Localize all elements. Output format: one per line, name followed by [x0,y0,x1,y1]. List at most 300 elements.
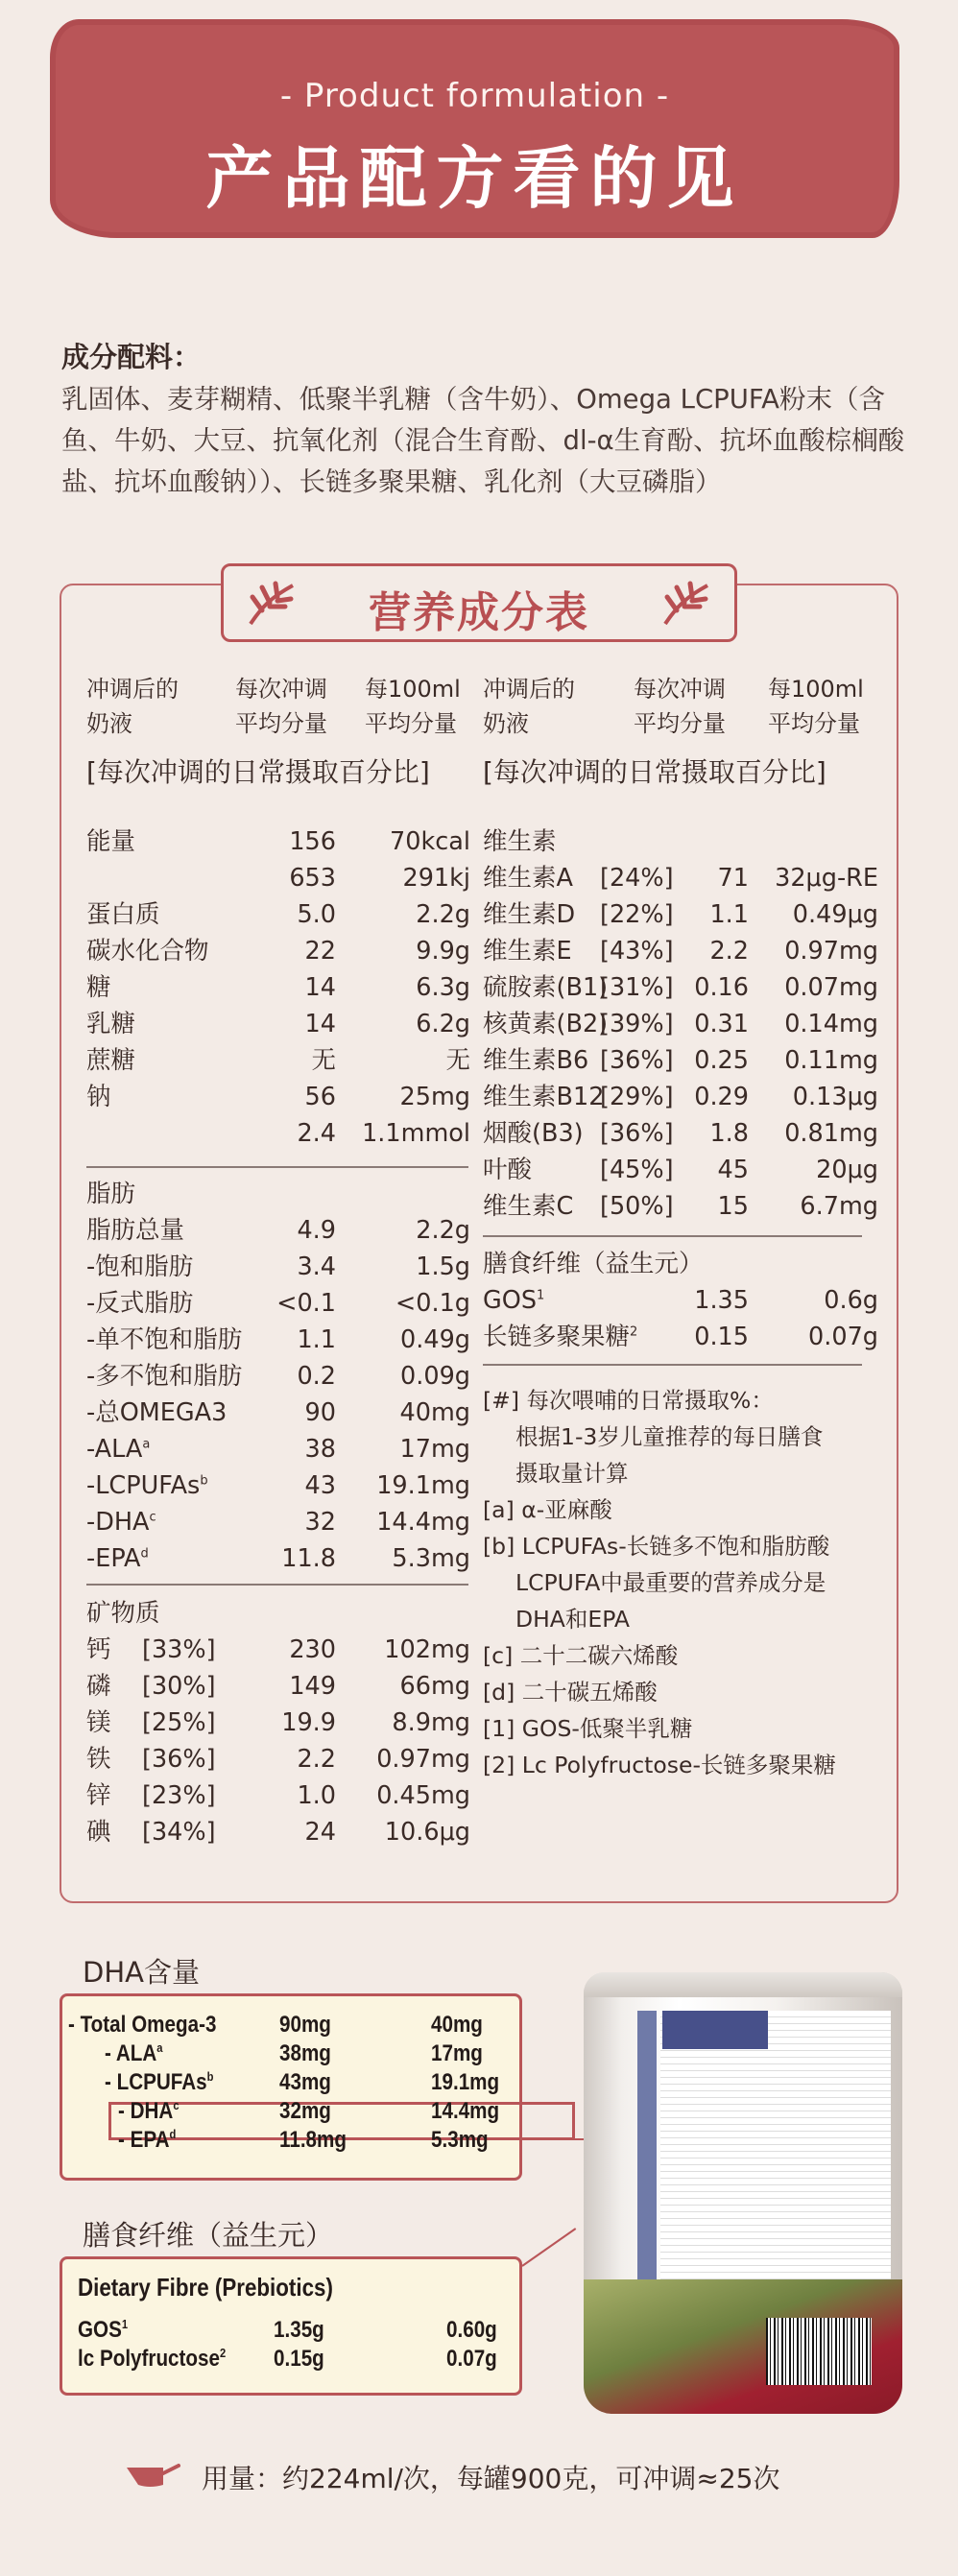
nutrient-name [86,1042,135,1079]
daily-percent-text: [34%] [142,1818,216,1847]
footnote-text: α-亚麻酸 [521,1496,612,1523]
panel-title-box [221,563,737,642]
section-title-fibre: 膳食纤维（益生元） [483,1250,704,1278]
header-name-line2: 奶液 [483,710,529,737]
per-serve-value [709,896,749,933]
table-row [86,969,470,1006]
per-100-value [793,896,878,933]
per-100-value-text: 6.2g [416,1010,470,1038]
nutrient-name-text: 维生素A [483,864,573,893]
per-100-value-text: 10.6μg [384,1818,470,1847]
superscript: 2 [219,2346,227,2360]
per-100-value [416,896,470,933]
per-100-value-text: 70kcal [390,827,470,856]
per-100-value-text: 6.7mg [800,1192,878,1221]
per-serve-value [297,1212,336,1249]
table-row [86,1668,470,1705]
footnote-text: LCPUFA中最重要的营养成分是 [515,1569,826,1596]
nutrient-name [86,1668,111,1705]
per-serve-value [276,1285,336,1322]
per-100-value-text: 0.97mg [376,1745,470,1774]
footnote-text: DHA和EPA [515,1606,630,1633]
per-100-value [416,933,470,969]
header-name-line1: 冲调后的 [86,676,179,703]
table-row [86,1741,470,1777]
footnote-text: GOS-低聚半乳糖 [521,1715,693,1742]
per-serve-value-text: 71 [717,864,749,893]
per-100-value [784,933,878,969]
daily-percent [142,1814,216,1850]
can-label [660,2011,891,2299]
per-100-value [400,1358,470,1395]
divider [483,1235,862,1237]
daily-percent-text: [39%] [600,1010,674,1038]
per-100-value [816,1152,878,1188]
nutrient-name-text: 硫胺素(B1) [483,973,609,1002]
per-serve-value-text: 1.35 [694,1286,749,1315]
per-serve-value [281,1540,336,1577]
footnote-tag: [d] [483,1679,515,1705]
per-serve-value [297,1777,336,1814]
per-serve-value [305,1467,336,1504]
per-serve-value [297,896,336,933]
table-row [86,1632,470,1668]
footnote [483,1747,886,1783]
per-100-value-text: 1.5g [416,1252,470,1281]
connector-line [522,2138,587,2140]
per-100-value-text: <0.1g [395,1289,470,1318]
nutrient-name-text: 蛋白质 [86,900,160,929]
per-serve-value-text: 149 [289,1672,336,1701]
per-serve-value [305,933,336,969]
dha-row-value-100: 40mg [431,2012,483,2038]
nutrient-name-text: -总OMEGA3 [86,1398,228,1427]
nutrient-name [86,1777,111,1814]
footnote-text: 二十碳五烯酸 [521,1679,658,1705]
footnote-text: 每次喂哺的日常摄取%： [526,1387,774,1414]
per-100-value-text: 0.81mg [784,1119,878,1148]
nutrient-name-text: 维生素D [483,900,576,929]
per-100-value-text: 0.09g [400,1362,470,1391]
per-100-value-text: 9.9g [416,937,470,966]
per-100-value-text: 0.45mg [376,1781,470,1810]
superscript: a [156,2040,163,2055]
dha-row-name-text: - ALA [105,2040,157,2066]
nutrient-name-text: 锌 [86,1781,111,1810]
per-serve-value-text: 11.8 [281,1544,336,1573]
nutrient-name [483,860,573,896]
banner-subtitle: - Product formulation - [279,77,670,115]
table-row [483,933,878,969]
per-serve-value-text: 230 [289,1635,336,1664]
bracket-note-left: [每次冲调的日常摄取百分比] [86,756,430,788]
per-serve-value-text: 0.29 [694,1083,749,1111]
per-100-value [800,1188,878,1225]
nutrient-name [86,1467,208,1504]
per-serve-value-text: 156 [289,827,336,856]
nutrient-name-text: 糖 [86,973,111,1002]
nutrient-name-text: -反式脂肪 [86,1289,194,1318]
fibre-row-name-text: GOS [78,2317,122,2343]
header-name-right [483,672,575,741]
table-row [86,1079,470,1115]
per-100-value-text: 0.6g [824,1286,878,1315]
per-serve-value-text: 0.2 [297,1362,336,1391]
daily-percent-text: [30%] [142,1672,216,1701]
per-serve-value [709,1115,749,1152]
table-row [86,1467,470,1504]
per-serve-value-text: 2.2 [709,937,749,966]
nutrient-name-text: 脂肪总量 [86,1216,185,1245]
fibre-row-name [78,2346,226,2373]
nutrient-name [483,1115,584,1152]
header-name-line1: 冲调后的 [483,676,575,703]
per-100-value-text: 0.11mg [784,1046,878,1075]
per-100-value [402,860,470,896]
nutrient-name-text: GOS [483,1286,538,1315]
divider [86,1584,468,1586]
per-serve-value [718,1152,749,1188]
per-serve-value-text: 90 [304,1398,336,1427]
section-title-fat: 脂肪 [86,1180,136,1208]
nutrient-name-text: 乳糖 [86,1010,136,1038]
connector-line [521,2228,576,2267]
banner-title: 产品配方看的见 [205,139,744,218]
per-100-value [793,1079,878,1115]
per-serve-value-text: 1.1 [709,900,749,929]
per-100-value [400,1079,470,1115]
fibre-box-title: 膳食纤维（益生元） [83,2219,334,2252]
daily-percent [600,1079,674,1115]
daily-percent-text: [31%] [600,973,674,1002]
per-serve-value-text: 0.31 [694,1010,749,1038]
per-serve-value-text: 38 [304,1435,336,1464]
table-row [483,860,878,896]
ingredients-title: 成分配料： [61,341,202,373]
per-100-value [384,1632,470,1668]
per-serve-value [305,1395,336,1431]
superscript: a [142,1437,151,1452]
nutrient-name-text: 镁 [86,1708,111,1737]
nutrient-name [86,1212,184,1249]
fibre-row-value-100: 0.60g [446,2317,497,2343]
footnote [483,1674,886,1710]
per-100-value-text: 19.1mg [376,1471,470,1500]
per-100-value [392,1705,470,1741]
per-100-value [808,1319,878,1355]
per-100-value [400,1395,470,1431]
per-serve-value [289,860,336,896]
daily-percent-text: [29%] [600,1083,674,1111]
table-row [86,933,470,969]
per-serve-value-text: 4.9 [297,1216,336,1245]
table-row [86,1814,470,1850]
table-row [86,896,470,933]
daily-percent [600,933,674,969]
per-serve-value [289,1632,336,1668]
daily-percent [600,1188,674,1225]
dha-row-value-serve: 11.8mg [279,2127,347,2153]
per-serve-value [305,1431,336,1467]
per-serve-value-text: 15 [717,1192,749,1221]
can-lid [584,1972,902,1997]
per-100-value-text: 102mg [384,1635,470,1664]
per-100-value [400,1431,470,1467]
nutrient-name-text: -LCPUFAs [86,1471,201,1500]
table-row [86,823,470,860]
per-100-value [445,1042,470,1079]
dha-row-value-serve: 90mg [279,2012,331,2038]
per-serve-value [694,1319,749,1355]
per-serve-value [305,1814,336,1850]
nutrient-name-text: -单不饱和脂肪 [86,1325,243,1354]
per-serve-value-text: 0.16 [694,973,749,1002]
dha-box [60,1993,522,2181]
per-100-value [376,1504,470,1540]
table-row [483,1319,878,1355]
superscript: 1 [537,1288,545,1303]
daily-percent [600,896,674,933]
footnote-tag: [#] [483,1387,520,1414]
per-serve-value-text: 19.9 [281,1708,336,1737]
nutrient-name-text: 磷 [86,1672,111,1701]
per-serve-value [718,860,749,896]
table-row [86,1705,470,1741]
dha-row-value-100: 5.3mg [431,2127,489,2153]
per-serve-value-text: 3.4 [297,1252,336,1281]
dha-row-name-text: - Total Omega-3 [68,2012,217,2038]
nutrient-name [483,933,572,969]
footnote [483,1637,886,1674]
dha-row-name-text: - DHA [118,2098,174,2124]
nutrient-name-text: 维生素C [483,1192,574,1221]
section-title-vitamins: 维生素 [483,827,557,856]
nutrient-name [86,1249,193,1285]
fibre-row-value-serve: 1.35g [274,2317,324,2343]
dha-row-name-text: - EPA [118,2127,170,2153]
per-100-value [400,1668,470,1705]
nutrient-name-text: 长链多聚果糖 [483,1323,631,1351]
table-row [483,1006,878,1042]
header-serve-line2: 平均分量 [235,710,327,737]
table-row [483,1282,878,1319]
per-100-value-text: 14.4mg [376,1508,470,1537]
nutrient-name [86,933,209,969]
fibre-row-name [78,2317,128,2344]
table-row [86,1042,470,1079]
per-100-value-text: 0.49μg [792,900,878,929]
nutrient-name-text: 铁 [86,1745,111,1774]
daily-percent-text: [33%] [142,1635,216,1664]
nutrient-name-text: -饱和脂肪 [86,1252,194,1281]
per-serve-value-text: 653 [289,864,336,893]
per-serve-value [709,933,749,969]
footnote-text: 根据1-3岁儿童推荐的每日膳食 [515,1423,824,1450]
superscript: d [140,1546,149,1562]
nutrient-name [483,1188,573,1225]
nutrient-name [86,1079,111,1115]
section-title-minerals: 矿物质 [86,1599,160,1628]
nutrient-name [86,1322,242,1358]
nutrient-name-text: 钠 [86,1083,111,1111]
per-100-value-text: 20μg [816,1156,878,1184]
daily-percent-text: [50%] [600,1192,674,1221]
footnote [483,1491,886,1528]
daily-percent-text: [36%] [600,1119,674,1148]
table-row [86,860,470,896]
daily-percent [600,1042,674,1079]
table-row [86,1006,470,1042]
fibre-box [60,2256,522,2396]
nutrient-name [483,896,575,933]
dha-row-name [118,2098,180,2125]
footnote-tag: [b] [483,1533,515,1560]
per-100-value [775,860,878,896]
footnote-tag: [c] [483,1642,514,1669]
footnote-text: 摄取量计算 [515,1460,629,1487]
ingredients-text: 乳固体、麦芽糊精、低聚半乳糖（含牛奶）、Omega LCPUFA粉末（含鱼、牛奶、大豆、抗氧化剂（混合生育酚、dl-α生育酚、抗坏血酸棕榈酸盐、抗坏血酸钠））、长链多聚果糖、乳化剂（大豆磷脂） [61,384,905,497]
nutrient-name [86,1814,111,1850]
superscript: 2 [630,1324,638,1340]
per-100-value-text: 40mg [399,1398,470,1427]
per-serve-value [305,1006,336,1042]
per-serve-value-text: 14 [304,973,336,1002]
header-serve-line1: 每次冲调 [634,676,726,703]
per-100-value-text: 5.3mg [392,1544,470,1573]
per-serve-value-text: 56 [304,1083,336,1111]
usage-text: 用量：约224ml/次，每罐900克，可冲调≈25次 [202,2463,780,2494]
daily-percent [142,1668,216,1705]
product-can-image [584,1972,902,2414]
superscript: b [200,1473,208,1489]
fibre-box-heading: Dietary Fibre (Prebiotics) [78,2273,333,2302]
table-row [86,1358,470,1395]
per-100-value [385,1814,470,1850]
header-100-line1: 每100ml [365,676,461,703]
nutrient-name-text: 蔗糖 [86,1046,136,1075]
table-row [86,1504,470,1540]
dha-row-name [68,2012,216,2039]
nutrient-name [483,1042,588,1079]
nutrient-name-text: 能量 [86,827,136,856]
per-serve-value [694,969,749,1006]
header-100-line2: 平均分量 [768,710,860,737]
header-name-line2: 奶液 [86,710,132,737]
fibre-row-name-text: lc Polyfructose [78,2346,220,2372]
table-row [483,1152,878,1188]
per-100-value-text: 2.2g [416,1216,470,1245]
per-serve-value [694,1042,749,1079]
table-row [86,1777,470,1814]
dha-row-name [105,2069,213,2096]
daily-percent [142,1741,216,1777]
nutrient-name [86,1632,111,1668]
daily-percent [600,860,674,896]
daily-percent-text: [43%] [600,937,674,966]
header-name [86,672,179,741]
per-serve-value-text: 24 [304,1818,336,1847]
per-100-value [784,1115,878,1152]
per-serve-value [694,1282,749,1319]
per-100-value-text: 0.49g [400,1325,470,1354]
divider [86,1166,468,1168]
per-100-value-text: 0.07mg [784,973,878,1002]
daily-percent [600,969,674,1006]
nutrient-name [86,1431,150,1467]
daily-percent-text: [24%] [600,864,674,893]
nutrient-name [483,1006,608,1042]
per-100-value-text: 无 [445,1046,470,1075]
per-100-value [390,823,470,860]
per-100-value [416,1212,470,1249]
per-serve-value [297,1249,336,1285]
per-100-value-text: 17mg [399,1435,470,1464]
nutrient-name [483,1282,544,1319]
daily-percent [142,1632,216,1668]
per-100-value [784,1042,878,1079]
header-serve-line2: 平均分量 [634,710,726,737]
per-100-value-text: 0.07g [808,1323,878,1351]
per-100-value [362,1115,470,1152]
dha-row-value-100: 17mg [431,2040,483,2066]
dha-title: DHA含量 [83,1956,200,1989]
daily-percent [600,1115,674,1152]
footnotes [483,1382,886,1783]
footnote-tag: [a] [483,1496,515,1523]
per-serve-value [297,1115,336,1152]
per-serve-value [297,1741,336,1777]
per-100-value-text: 25mg [399,1083,470,1111]
per-serve-value-text: 2.4 [297,1119,336,1148]
per-100-value [395,1285,470,1322]
nutrient-name-text: -EPA [86,1544,141,1573]
scoop-icon [125,2460,180,2493]
nutrient-name [86,969,111,1006]
per-100-value [376,1777,470,1814]
header-serve-line1: 每次冲调 [235,676,327,703]
per-100-value-text: 66mg [399,1672,470,1701]
footnote [483,1710,886,1747]
per-100-value-text: 8.9mg [392,1708,470,1737]
header-per-100-right [768,672,864,741]
superscript: c [173,2098,180,2112]
per-serve-value-text: 22 [304,937,336,966]
nutrient-name [86,1006,135,1042]
per-serve-value [305,1079,336,1115]
per-serve-value [718,1188,749,1225]
daily-percent-text: [23%] [142,1781,216,1810]
footnote-tag: [1] [483,1715,515,1742]
table-row [86,1249,470,1285]
header-per-100 [365,672,461,741]
per-serve-value-text: 0.15 [694,1323,749,1351]
per-100-value-text: 0.14mg [784,1010,878,1038]
nutrient-name [86,1395,227,1431]
daily-percent-text: [36%] [142,1745,216,1774]
nutrient-name-text: 碘 [86,1818,111,1847]
per-100-value [376,1467,470,1504]
nutrient-name [483,1079,604,1115]
footnote [483,1382,886,1491]
per-100-value [784,1006,878,1042]
nutrient-name-text: 维生素B6 [483,1046,589,1075]
dha-row-value-100: 19.1mg [431,2069,500,2095]
daily-percent-text: [22%] [600,900,674,929]
nutrient-name-text: -ALA [86,1435,143,1464]
per-100-value-text: 32μg-RE [775,864,878,893]
per-serve-value-text: 14 [304,1010,336,1038]
can-band [637,2011,657,2318]
